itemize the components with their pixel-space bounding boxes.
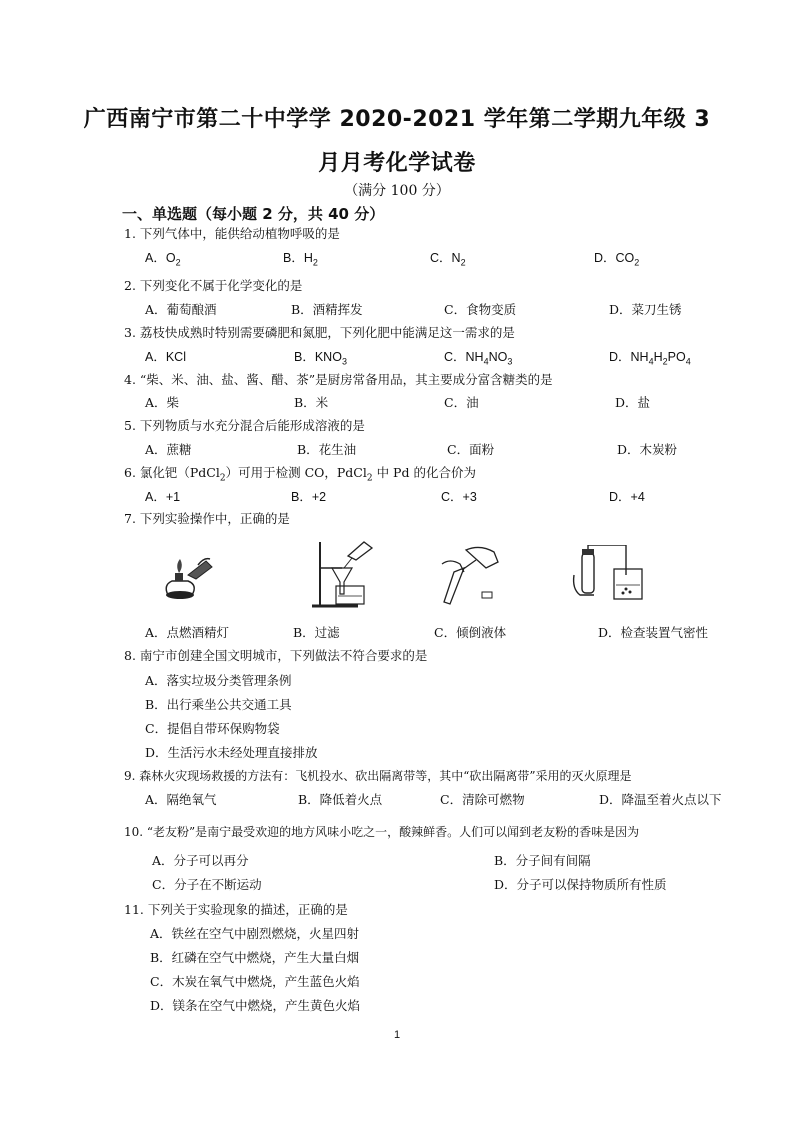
question-10-option-c: C．分子在不断运动 — [152, 877, 262, 892]
question-7-option-b: B．过滤 — [293, 625, 340, 640]
question-1-option-c: C．$N_2$ — [430, 251, 466, 268]
filtration-figure — [308, 538, 378, 610]
question-3-option-d: D．$NH_4H_2PO_4$ — [609, 350, 691, 367]
question-2-option-a: A．葡萄酿酒 — [145, 302, 217, 317]
question-5-option-c: C．面粉 — [447, 442, 495, 457]
question-3-option-c: C．$NH_4NO_3$ — [444, 350, 513, 367]
question-7-option-d: D．检查装置气密性 — [598, 625, 709, 640]
question-8-option-b: B．出行乘坐公共交通工具 — [145, 697, 292, 712]
question-10-option-d: D．分子可以保持物质所有性质 — [494, 877, 667, 892]
question-9-option-a: A．隔绝氧气 — [145, 792, 217, 807]
question-9-option-d: D．降温至着火点以下 — [599, 792, 722, 807]
question-3-option-a: A．KCl — [145, 350, 186, 364]
question-10-option-b: B．分子间有间隔 — [494, 853, 591, 868]
airtightness-check-figure — [570, 545, 650, 607]
question-9-stem: 9. 森林火灾现场救援的方法有：飞机投水、砍出隔离带等，其中“砍出隔离带”采用的灭火原理是 — [124, 769, 632, 783]
exam-title-line1: 广西南宁市第二十中学学 2020-2021 学年第二学期九年级 3 — [83, 107, 711, 132]
page-number: 1 — [393, 1029, 401, 1041]
question-8-stem: 8. 南宁市创建全国文明城市，下列做法不符合要求的是 — [124, 648, 428, 663]
question-11-option-a: A．铁丝在空气中剧烈燃烧，火星四射 — [150, 926, 360, 941]
question-6-option-b: B．+2 — [291, 490, 327, 504]
question-4-option-a: A．柴 — [145, 395, 180, 410]
question-4-option-d: D．盐 — [615, 395, 651, 410]
section-heading: 一、单选题（每小题 2 分，共 40 分） — [122, 205, 385, 223]
pouring-liquid-figure — [436, 542, 506, 608]
question-1-option-a: A．$O_2$ — [145, 251, 181, 268]
question-4-stem: 4. “柴、米、油、盐、酱、醋、茶”是厨房常备用品，其主要成分富含糖类的是 — [124, 372, 553, 387]
question-11-option-d: D．镁条在空气中燃烧，产生黄色火焰 — [150, 998, 361, 1013]
question-2-stem: 2. 下列变化不属于化学变化的是 — [124, 278, 303, 293]
question-8-option-a: A．落实垃圾分类管理条例 — [145, 673, 292, 688]
question-1-option-b: B．$H_2$ — [283, 251, 318, 268]
question-4-option-b: B．米 — [294, 395, 329, 410]
exam-subtitle: （满分 100 分） — [344, 183, 450, 199]
question-5-stem: 5. 下列物质与水充分混合后能形成溶液的是 — [124, 418, 365, 433]
question-1-stem: 1. 下列气体中，能供给动植物呼吸的是 — [124, 226, 340, 241]
question-5-option-a: A．蔗糖 — [145, 442, 192, 457]
question-11-option-b: B．红磷在空气中燃烧，产生大量白烟 — [150, 950, 360, 965]
question-3-option-b: B．$KNO_3$ — [294, 350, 347, 367]
question-7-stem: 7. 下列实验操作中，正确的是 — [124, 511, 290, 526]
question-7-option-a: A．点燃酒精灯 — [145, 625, 230, 640]
question-7-option-c: C．倾倒液体 — [434, 625, 507, 640]
question-8-option-c: C．提倡自带环保购物袋 — [145, 721, 280, 736]
alcohol-lamp-figure — [158, 555, 218, 607]
question-6-option-c: C．+3 — [441, 490, 477, 504]
question-9-option-c: C．清除可燃物 — [440, 792, 525, 807]
question-5-option-b: B．花生油 — [297, 442, 357, 457]
question-11-option-c: C．木炭在氧气中燃烧，产生蓝色火焰 — [150, 974, 360, 989]
question-4-option-c: C．油 — [444, 395, 479, 410]
question-10-option-a: A．分子可以再分 — [152, 853, 249, 868]
question-6-option-a: A．+1 — [145, 490, 181, 504]
question-2-option-b: B．酒精挥发 — [291, 302, 363, 317]
question-6-option-d: D．+4 — [609, 490, 645, 504]
exam-title-line2: 月月考化学试卷 — [318, 151, 476, 176]
question-3-stem: 3. 荔枝快成熟时特别需要磷肥和氮肥，下列化肥中能满足这一需求的是 — [124, 325, 515, 340]
question-5-option-d: D．木炭粉 — [617, 442, 678, 457]
question-11-stem: 11. 下列关于实验现象的描述，正确的是 — [124, 902, 348, 917]
question-2-option-d: D．菜刀生锈 — [609, 302, 682, 317]
question-2-option-c: C．食物变质 — [444, 302, 517, 317]
question-9-option-b: B．降低着火点 — [298, 792, 383, 807]
question-6-stem: 6. 氯化钯（PdCl$_2$）可用于检测 CO，PdCl$_2$ 中 Pd 的化合价为 — [124, 465, 476, 484]
question-1-option-d: D．$CO_2$ — [594, 251, 640, 268]
question-10-stem: 10. “老友粉”是南宁最受欢迎的地方风味小吃之一，酸辣鲜香。人们可以闻到老友粉的香味是因为 — [124, 825, 640, 839]
question-8-option-d: D．生活污水未经处理直接排放 — [145, 745, 318, 760]
